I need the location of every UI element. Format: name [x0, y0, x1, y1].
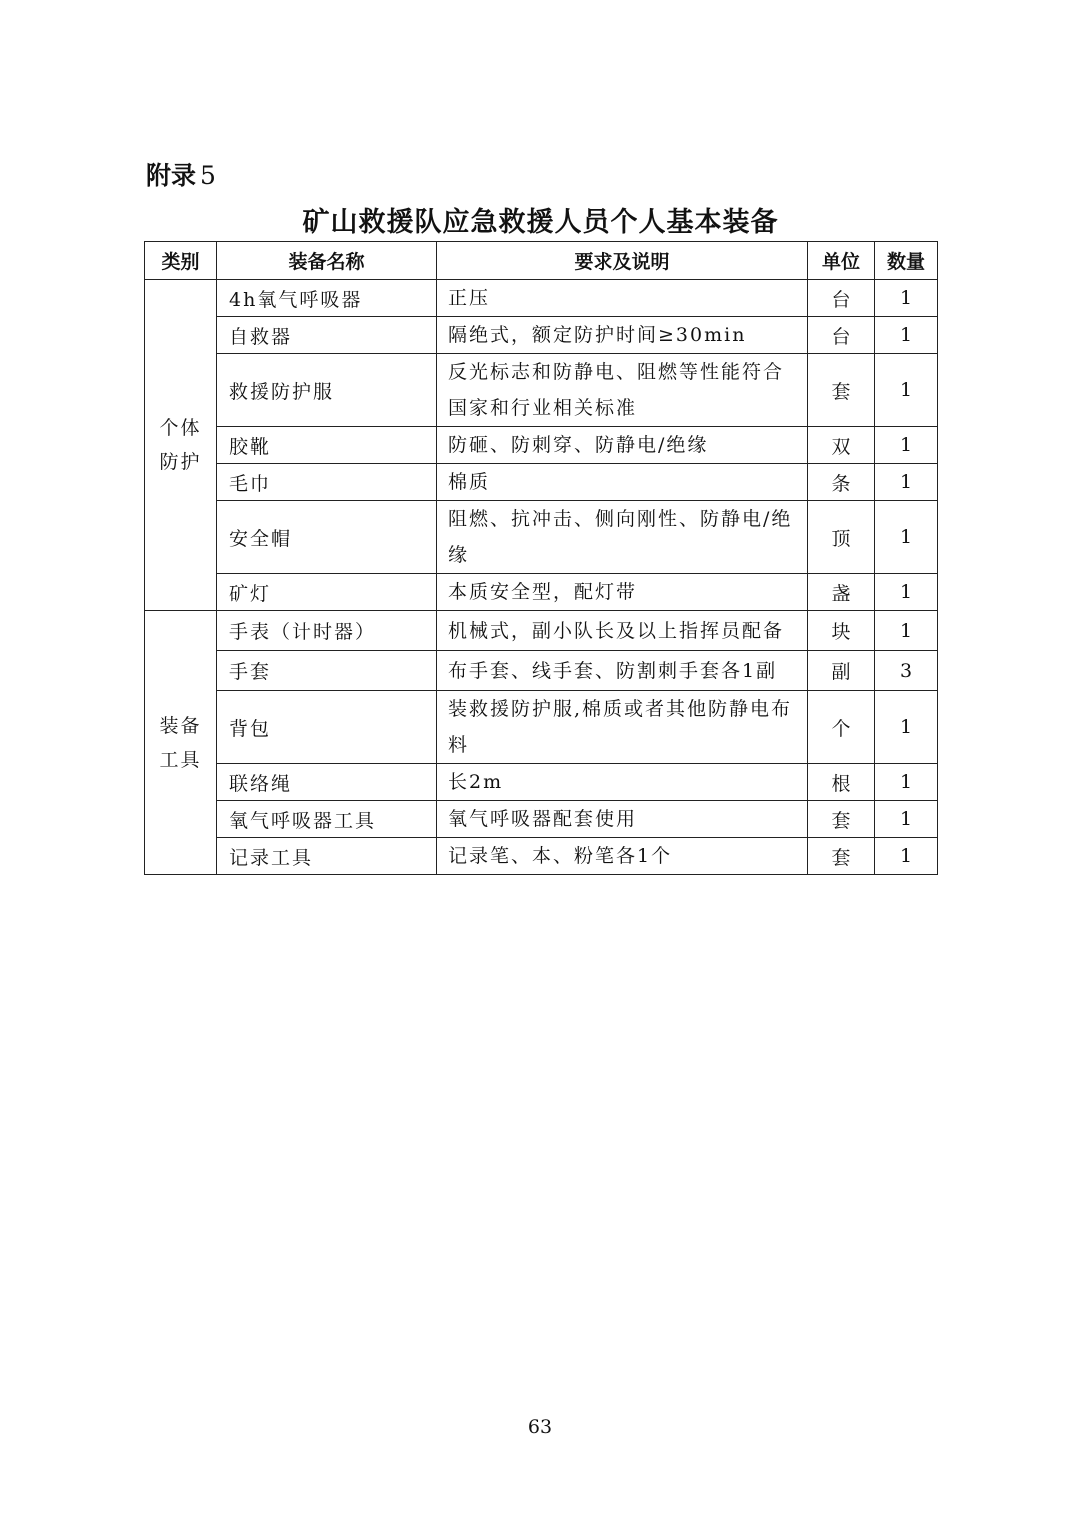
item-name: 记录工具	[217, 838, 437, 875]
item-unit: 根	[808, 764, 875, 801]
item-unit: 盏	[808, 574, 875, 611]
item-requirement: 布手套、线手套、防割刺手套各1副	[437, 651, 808, 691]
item-requirement: 正压	[437, 280, 808, 317]
item-requirement: 本质安全型，配灯带	[437, 574, 808, 611]
item-quantity: 1	[875, 838, 938, 875]
category-label: 装备工具	[159, 714, 202, 771]
item-requirement: 机械式，副小队长及以上指挥员配备	[437, 611, 808, 651]
item-quantity: 1	[875, 317, 938, 354]
item-unit: 顶	[808, 501, 875, 574]
header-requirement: 要求及说明	[437, 242, 808, 280]
item-requirement: 氧气呼吸器配套使用	[437, 801, 808, 838]
item-name: 手表（计时器）	[217, 611, 437, 651]
item-quantity: 1	[875, 354, 938, 427]
item-unit: 条	[808, 464, 875, 501]
header-quantity: 数量	[875, 242, 938, 280]
category-cell	[145, 611, 217, 875]
document-title: 矿山救援队应急救援人员个人基本装备	[302, 207, 779, 238]
table-header-row	[145, 242, 938, 280]
item-name: 自救器	[217, 317, 437, 354]
item-quantity: 1	[875, 801, 938, 838]
item-name: 毛巾	[217, 464, 437, 501]
item-quantity: 1	[875, 427, 938, 464]
table-row	[145, 280, 938, 317]
table-row	[145, 317, 938, 354]
category-label: 个体防护	[159, 417, 202, 473]
item-unit: 个	[808, 691, 875, 764]
item-unit: 套	[808, 801, 875, 838]
item-unit: 套	[808, 838, 875, 875]
item-requirement: 反光标志和防静电、阻燃等性能符合国家和行业相关标准	[437, 354, 808, 427]
item-quantity: 1	[875, 611, 938, 651]
table-row	[145, 651, 938, 691]
item-name: 救援防护服	[217, 354, 437, 427]
header-name: 装备名称	[217, 242, 437, 280]
item-quantity: 1	[875, 464, 938, 501]
item-name: 联络绳	[217, 764, 437, 801]
table-row	[145, 501, 938, 574]
table-row	[145, 764, 938, 801]
item-name: 手套	[217, 651, 437, 691]
item-requirement: 长2m	[437, 764, 808, 801]
item-name: 矿灯	[217, 574, 437, 611]
item-quantity: 1	[875, 764, 938, 801]
item-name: 氧气呼吸器工具	[217, 801, 437, 838]
item-requirement: 防砸、防刺穿、防静电/绝缘	[437, 427, 808, 464]
item-quantity: 1	[875, 574, 938, 611]
table-row	[145, 838, 938, 875]
item-name: 背包	[217, 691, 437, 764]
table-row	[145, 354, 938, 427]
item-quantity: 1	[875, 280, 938, 317]
table-row	[145, 427, 938, 464]
item-unit: 台	[808, 317, 875, 354]
category-cell	[145, 280, 217, 611]
item-quantity: 1	[875, 501, 938, 574]
item-requirement: 隔绝式，额定防护时间≥30min	[437, 317, 808, 354]
item-requirement: 装救援防护服,棉质或者其他防静电布料	[437, 691, 808, 764]
item-quantity: 1	[875, 691, 938, 764]
table-row	[145, 464, 938, 501]
item-unit: 副	[808, 651, 875, 691]
table-row	[145, 691, 938, 764]
equipment-table	[144, 241, 938, 875]
item-unit: 套	[808, 354, 875, 427]
item-requirement: 棉质	[437, 464, 808, 501]
header-unit: 单位	[808, 242, 875, 280]
item-unit: 台	[808, 280, 875, 317]
page-number: 63	[527, 1416, 553, 1438]
item-name: 4h氧气呼吸器	[217, 280, 437, 317]
item-quantity: 3	[875, 651, 938, 691]
item-name: 胶靴	[217, 427, 437, 464]
item-unit: 双	[808, 427, 875, 464]
appendix-label: 附录	[146, 161, 197, 190]
table-row	[145, 801, 938, 838]
item-requirement: 记录笔、本、粉笔各1个	[437, 838, 808, 875]
item-requirement: 阻燃、抗冲击、侧向刚性、防静电/绝缘	[437, 501, 808, 574]
item-name: 安全帽	[217, 501, 437, 574]
appendix-heading	[146, 156, 216, 192]
appendix-number: 5	[200, 161, 216, 190]
item-unit: 块	[808, 611, 875, 651]
table-row	[145, 574, 938, 611]
header-category: 类别	[145, 242, 217, 280]
table-row	[145, 611, 938, 651]
